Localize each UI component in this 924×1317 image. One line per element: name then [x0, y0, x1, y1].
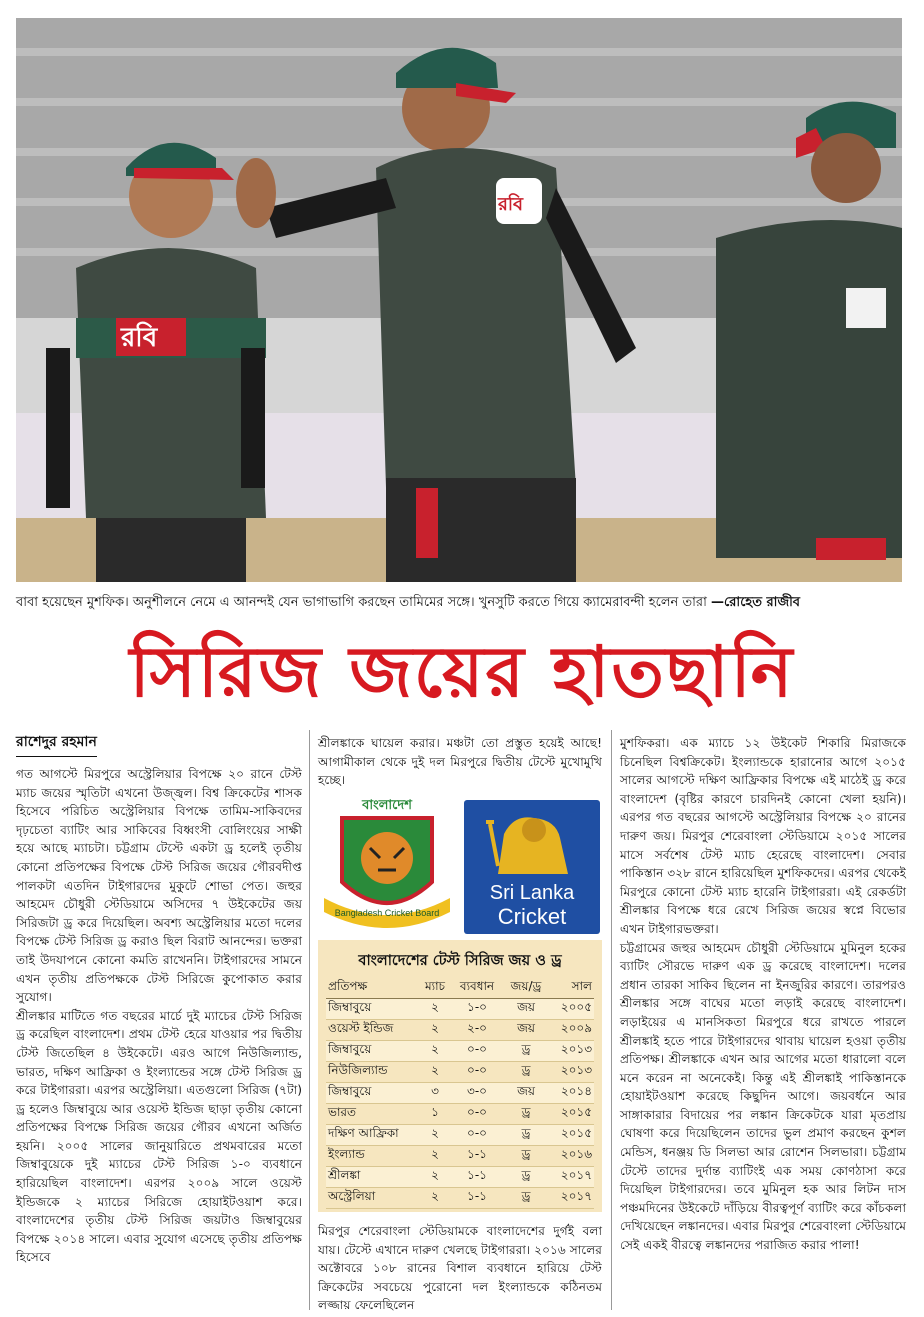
cell-year: ২০১৬: [550, 1146, 594, 1167]
bangladesh-board-name: Bangladesh Cricket Board: [334, 908, 440, 918]
cell-matches: ১: [418, 1104, 452, 1125]
cell-opponent: জিম্বাবুয়ে: [326, 1041, 418, 1062]
photo-caption: [16, 594, 906, 612]
cell-result: ড্র: [502, 1146, 550, 1167]
cell-opponent: ওয়েস্ট ইন্ডিজ: [326, 1020, 418, 1041]
cell-margin: ০-০: [452, 1125, 502, 1146]
lion-icon: [464, 804, 600, 884]
column-2-bottom: [318, 1222, 602, 1315]
cell-margin: ০-০: [452, 1062, 502, 1083]
col1-paragraph-2: শ্রীলঙ্কার মাটিতে গত বছরের মার্চে দুই ম্যাচের টেস্ট সিরিজ ড্র করেছিল বাংলাদেশ। প্রথম টেস্ট হেরে যাওয়ার পর দ্বিতীয় টেস্ট জিতেছিল ৪ উইকেটে। এরও আগে নিউজিল্যান্ড, ভারত, দক্ষিণ আফ্রিকা ও ইংল্যান্ডের সঙ্গে টেস্ট সিরিজ ড্র করে টাইগাররা। এরপর অস্ট্রেলিয়া। এতগুলো সিরিজ (৭টা) ড্র হলেও জিম্বাবুয়ে আর ওয়েস্ট ইন্ডিজ ছাড়া তৃতীয় কোনো প্রতিপক্ষের বিপক্ষে সিরিজ জয়ের গৌরব এখনো অর্জিত হয়নি। ২০০৫ সালের জানুয়ারিতে প্রথমবারের মতো জিম্বাবুয়েকে দুই ম্যাচের টেস্ট সিরিজ ১-০ ব্যবধানে হারিয়েছিল বাংলাদেশ। এরপর ২০০৯ সালে ওয়েস্ট ইন্ডিজকে ২ ম্যাচের সিরিজে হোয়াইটওয়াশ করে। বাংলাদেশের তৃতীয় টেস্ট সিরিজ জয়টাও জিম্বাবুয়ের বিপক্ষে ২০১৪ সালে। এবার সুযোগ এসেছে তৃতীয় প্রতিপক্ষ হিসেবে: [16, 1008, 302, 1265]
cell-matches: ৩: [418, 1083, 452, 1104]
table-row: [326, 999, 594, 1020]
cell-matches: ২: [418, 1146, 452, 1167]
col2-paragraph-top: শ্রীলঙ্কাকে ঘায়েল করার। মঞ্চটা তো প্রস্তুত হয়েই আছে! আগামীকাল থেকে দুই দল মিরপুরে দ্বিতীয় টেস্টে মুখোমুখি হচ্ছে।: [318, 736, 602, 788]
series-table: [326, 978, 594, 1209]
series-table-box: [318, 940, 602, 1212]
header-result: জয়/ড্র: [502, 978, 550, 999]
cell-margin: ৩-০: [452, 1083, 502, 1104]
tiger-shield-icon: [318, 812, 456, 936]
cell-result: জয়: [502, 1020, 550, 1041]
column-divider: [611, 730, 612, 1310]
column-divider: [309, 730, 310, 1310]
column-2-top: [318, 734, 602, 790]
col3-paragraph-2: চট্টগ্রামের জহুর আহমেদ চৌধুরী স্টেডিয়ামে মুমিনুল হকের ব্যাটিং সৌরভে দারুণ এক ড্র করেছে বাংলাদেশ। দলের প্রধান তারকা সাকিব ছিলেন না ইনজুরির কারণে। তারপরও শ্রীলঙ্কার সঙ্গে বাঘের মতো লড়াই করেছে বাংলাদেশ। লড়াইয়ের এ মানসিকতা মিরপুরে ধরে রাখতে পারলে শ্রীলঙ্কাই হতে পারে টাইগারদের থাবায় ঘায়েল হওয়া তৃতীয় প্রতিপক্ষ। শ্রীলঙ্কাকে এখন আর আগের মতো ধারালো বলে মনে করেন না অনেকেই। কিন্তু এই শ্রীলঙ্কাই পাকিস্তানকে হোয়াইটওয়াশ করেছে কিছুদিন আগে। জয়বর্ধনে আর সাঙ্গাকারার বিদায়ের পর লঙ্কান ক্রিকেটকে যারা মৃতপ্রায় ঘোষণা করে দিয়েছিলেন তাদের ভুল প্রমাণ করছেন কুশল মেন্ডিস, ধনঞ্জয় ডি সিলভা আর রোশেন সিলভারা। চট্টগ্রাম টেস্টে তাদের দুর্দান্ত ব্যাটিংই এক সময় কোণঠাসা করে দিয়েছিল টাইগারদের। তবে মুমিনুল হক আর লিটন দাস পঞ্চমদিনের উইকেটে দাঁড়িয়ে বীরত্বপূর্ণ ব্যাটিং করে কাঁচকলা দেখিয়েছেন লঙ্কানদের। এবার মিরপুর শেরেবাংলা স্টেডিয়ামে সেই একই বীরত্বে লঙ্কানদের পরাজিত করার পালা!: [620, 940, 906, 1253]
table-row: [326, 1188, 594, 1209]
col3-paragraph-1: মুশফিকরা। এক ম্যাচে ১২ উইকেট শিকারি মিরাজকে চিনেছিল বিশ্বক্রিকেট। ইংল্যান্ডকে হারানোর আগে ২০১৫ সালের আগস্টে দক্ষিণ আফ্রিকার বিপক্ষে এই মাঠেই ড্র করে বাংলাদেশ (বৃষ্টির কারণে চারদিনই কোনো খেলা হয়নি)। এরপর গত বছরের আগস্টে অস্ট্রেলিয়ার বিপক্ষে ২০ রানের দারুণ জয়। মিরপুর শেরেবাংলা স্টেডিয়ামে ২০১৫ সালের মাসে সর্বশেষ টেস্ট ম্যাচ হেরেছে বাংলাদেশ। সেবার পাকিস্তান ৩২৮ রানে হারিয়েছিল মুশফিকদের। এরপর থেকেই মিরপুরে কোনো টেস্ট ম্যাচ হারেনি টাইগাররা। এই রেকর্ডটা শ্রীলঙ্কার বিপক্ষে ধরে রেখে সিরিজ জয়ের স্বপ্নে বিভোর এখন টাইগারভক্তরা।: [620, 736, 906, 936]
column-3: [620, 734, 906, 1255]
cell-year: ২০১৭: [550, 1188, 594, 1209]
cell-opponent: ভারত: [326, 1104, 418, 1125]
column-1: [16, 765, 302, 1267]
cell-year: ২০০৯: [550, 1020, 594, 1041]
table-row: [326, 1020, 594, 1041]
table-row: [326, 1146, 594, 1167]
cell-result: ড্র: [502, 1125, 550, 1146]
sri-lanka-line-2: Cricket: [497, 904, 567, 929]
cell-result: ড্র: [502, 1167, 550, 1188]
sri-lanka-cricket-logo: [464, 800, 600, 934]
cell-year: ২০০৫: [550, 999, 594, 1020]
cell-margin: ১-০: [452, 999, 502, 1020]
photo-illustration: [16, 18, 902, 582]
cell-result: ড্র: [502, 1104, 550, 1125]
table-title: বাংলাদেশের টেস্ট সিরিজ জয় ও ড্র: [358, 953, 562, 969]
svg-text:রবি: রবি: [498, 194, 524, 215]
cell-matches: ২: [418, 999, 452, 1020]
cell-opponent: নিউজিল্যান্ড: [326, 1062, 418, 1083]
table-row: [326, 1062, 594, 1083]
header-opponent: প্রতিপক্ষ: [326, 978, 418, 999]
cell-year: ২০১৫: [550, 1104, 594, 1125]
headline: সিরিজ জয়ের হাতছানি: [129, 631, 795, 713]
cell-opponent: ইংল্যান্ড: [326, 1146, 418, 1167]
cell-year: ২০১৪: [550, 1083, 594, 1104]
cell-opponent: শ্রীলঙ্কা: [326, 1167, 418, 1188]
cell-opponent: জিম্বাবুয়ে: [326, 999, 418, 1020]
cell-margin: ০-০: [452, 1041, 502, 1062]
cell-opponent: জিম্বাবুয়ে: [326, 1083, 418, 1104]
header-matches: ম্যাচ: [418, 978, 452, 999]
cell-matches: ২: [418, 1167, 452, 1188]
cell-matches: ২: [418, 1020, 452, 1041]
cell-margin: ২-০: [452, 1020, 502, 1041]
table-row: [326, 1104, 594, 1125]
cell-opponent: দক্ষিণ আফ্রিকা: [326, 1125, 418, 1146]
cricket-players-photo: [16, 18, 902, 582]
cell-margin: ১-১: [452, 1188, 502, 1209]
bangladesh-cricket-board-logo: [318, 796, 456, 936]
cell-margin: ০-০: [452, 1104, 502, 1125]
bangladesh-logo-title: বাংলাদেশ: [362, 798, 412, 813]
col2-paragraph-bottom: মিরপুর শেরেবাংলা স্টেডিয়ামকে বাংলাদেশের দুর্গই বলা যায়। টেস্টে এখানে দারুণ খেলছে টাইগাররা। ২০১৬ সালের অক্টোবরে ১০৮ রানের বিশাল ব্যবধানে হারিয়ে টেস্ট ক্রিকেটের সবচেয়ে পুরোনো দল ইংল্যান্ডকে কঠিনতম লজ্জায় ফেলেছিলেন: [318, 1224, 602, 1313]
cell-result: ড্র: [502, 1041, 550, 1062]
caption-text: বাবা হয়েছেন মুশফিক। অনুশীলনে নেমে এ আনন্দই যেন ভাগাভাগি করছেন তামিমের সঙ্গে। খুনসুটি করতে গিয়ে ক্যামেরাবন্দী হলেন তারা: [16, 595, 707, 610]
sri-lanka-line-1: Sri Lanka: [489, 882, 575, 904]
table-row: [326, 1125, 594, 1146]
cell-margin: ১-১: [452, 1167, 502, 1188]
table-header-row: [326, 978, 594, 999]
cell-result: জয়: [502, 1083, 550, 1104]
cell-year: ২০১৩: [550, 1062, 594, 1083]
col1-paragraph-1: গত আগস্টে মিরপুরে অস্ট্রেলিয়ার বিপক্ষে ২০ রানে টেস্ট ম্যাচ জয়ের স্মৃতিটা এখনো উজ্জ্বল। বিশ্ব ক্রিকেটের শাসক হিসেবে পরিচিত অস্ট্রেলিয়ার বিপক্ষে তামিম-সাকিবদের দৃঢ়চেতা ব্যাটিং আর সাকিবের বিধ্বংসী বোলিংয়ের সাক্ষী হয়ে আছে ম্যাচটা। চট্টগ্রাম টেস্টে একটা ড্র হলেই তৃতীয় কোনো প্রতিপক্ষের বিপক্ষে টেস্ট সিরিজ জয়ের গৌরবদীপ্ত পালকটা এতদিন টাইগারদের মুকুটে শোভা পেত। জহুর আহমেদ চৌধুরী স্টেডিয়ামে অসিদের ৭ উইকেটের জয় সিরিজটা ড্র করে দিয়েছিল। অবশ্য অস্ট্রেলিয়ার মতো দলের বিপক্ষে টেস্ট সিরিজ ড্র করাও ছিল বিরাট আনন্দের। ভক্তরা তাই উদযাপনে কোনো কমতি রাখেননি। টাইগারদের সামনে এখন তৃতীয় প্রতিপক্ষকে টেস্ট সিরিজে কুপোকাত করার সুযোগ।: [16, 767, 302, 1005]
cell-opponent: অস্ট্রেলিয়া: [326, 1188, 418, 1209]
jersey-text: রবি: [121, 323, 158, 353]
cell-year: ২০১৫: [550, 1125, 594, 1146]
table-row: [326, 1083, 594, 1104]
cell-result: ড্র: [502, 1062, 550, 1083]
cell-matches: ২: [418, 1188, 452, 1209]
table-row: [326, 1167, 594, 1188]
header-margin: ব্যবধান: [452, 978, 502, 999]
cell-result: ড্র: [502, 1188, 550, 1209]
cell-matches: ২: [418, 1125, 452, 1146]
header-year: সাল: [550, 978, 594, 999]
cell-matches: ২: [418, 1041, 452, 1062]
cell-year: ২০১৭: [550, 1167, 594, 1188]
table-row: [326, 1041, 594, 1062]
cell-result: জয়: [502, 999, 550, 1020]
team-logos: [318, 796, 602, 938]
cell-margin: ১-১: [452, 1146, 502, 1167]
photo-credit: —রোহেত রাজীব: [711, 595, 801, 610]
cell-matches: ২: [418, 1062, 452, 1083]
byline: রাশেদুর রহমান: [16, 730, 97, 757]
cell-year: ২০১৩: [550, 1041, 594, 1062]
